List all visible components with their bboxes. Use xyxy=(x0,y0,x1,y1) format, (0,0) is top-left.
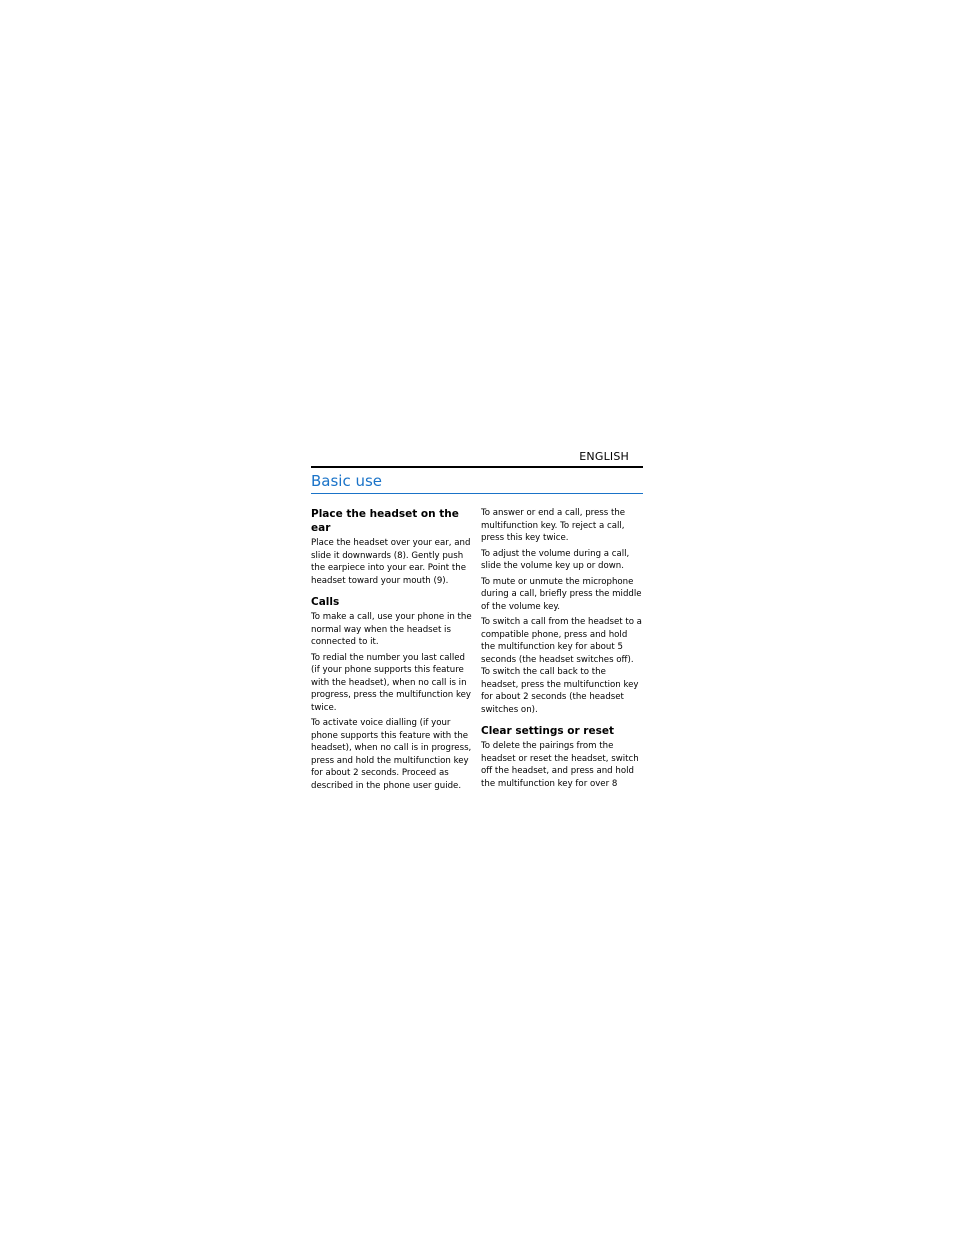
header-rule xyxy=(311,466,643,468)
right-column xyxy=(481,507,643,793)
paragraph: To mute or unmute the microphone during a call, briefly press the middle of the volume key. xyxy=(481,576,642,612)
paragraph: Place the headset over your ear, and slide it downwards (8). Gently push the earpiece into your ear. Point the headset toward your mouth (9). xyxy=(311,538,471,586)
title-underline xyxy=(311,493,643,494)
section-heading-calls: Calls xyxy=(311,596,340,608)
section-heading-place-headset: Place the headset on the ear xyxy=(311,508,459,534)
page-title: Basic use xyxy=(311,472,383,490)
paragraph: To switch a call from the headset to a compatible phone, press and hold the multifunction key for about 5 seconds (the headset switches off). To switch the call back to the headset, press the multifunction key for about 2 seconds (the headset switches on). xyxy=(481,617,642,715)
paragraph: To answer or end a call, press the multifunction key. To reject a call, press this key twice. xyxy=(481,508,626,543)
section-heading-clear-settings: Clear settings or reset xyxy=(481,725,614,737)
paragraph: To redial the number you last called (if your phone supports this feature with the headset), when no call is in progress, press the multifunction key twice. xyxy=(311,652,472,713)
paragraph: To delete the pairings from the headset or reset the headset, switch off the headset, and press and hold the multifunction key for over 8 xyxy=(481,741,639,789)
paragraph: To activate voice dialling (if your phone supports this feature with the headset), when no call is in progress, press and hold the multifunction key for about 2 seconds. Proceed as described in the phone user guide. xyxy=(311,718,472,791)
language-label: ENGLISH xyxy=(579,450,629,463)
paragraph: To make a call, use your phone in the normal way when the headset is connected to it. xyxy=(311,612,472,647)
left-column xyxy=(311,507,473,795)
paragraph: To adjust the volume during a call, slide the volume key up or down. xyxy=(481,548,630,571)
